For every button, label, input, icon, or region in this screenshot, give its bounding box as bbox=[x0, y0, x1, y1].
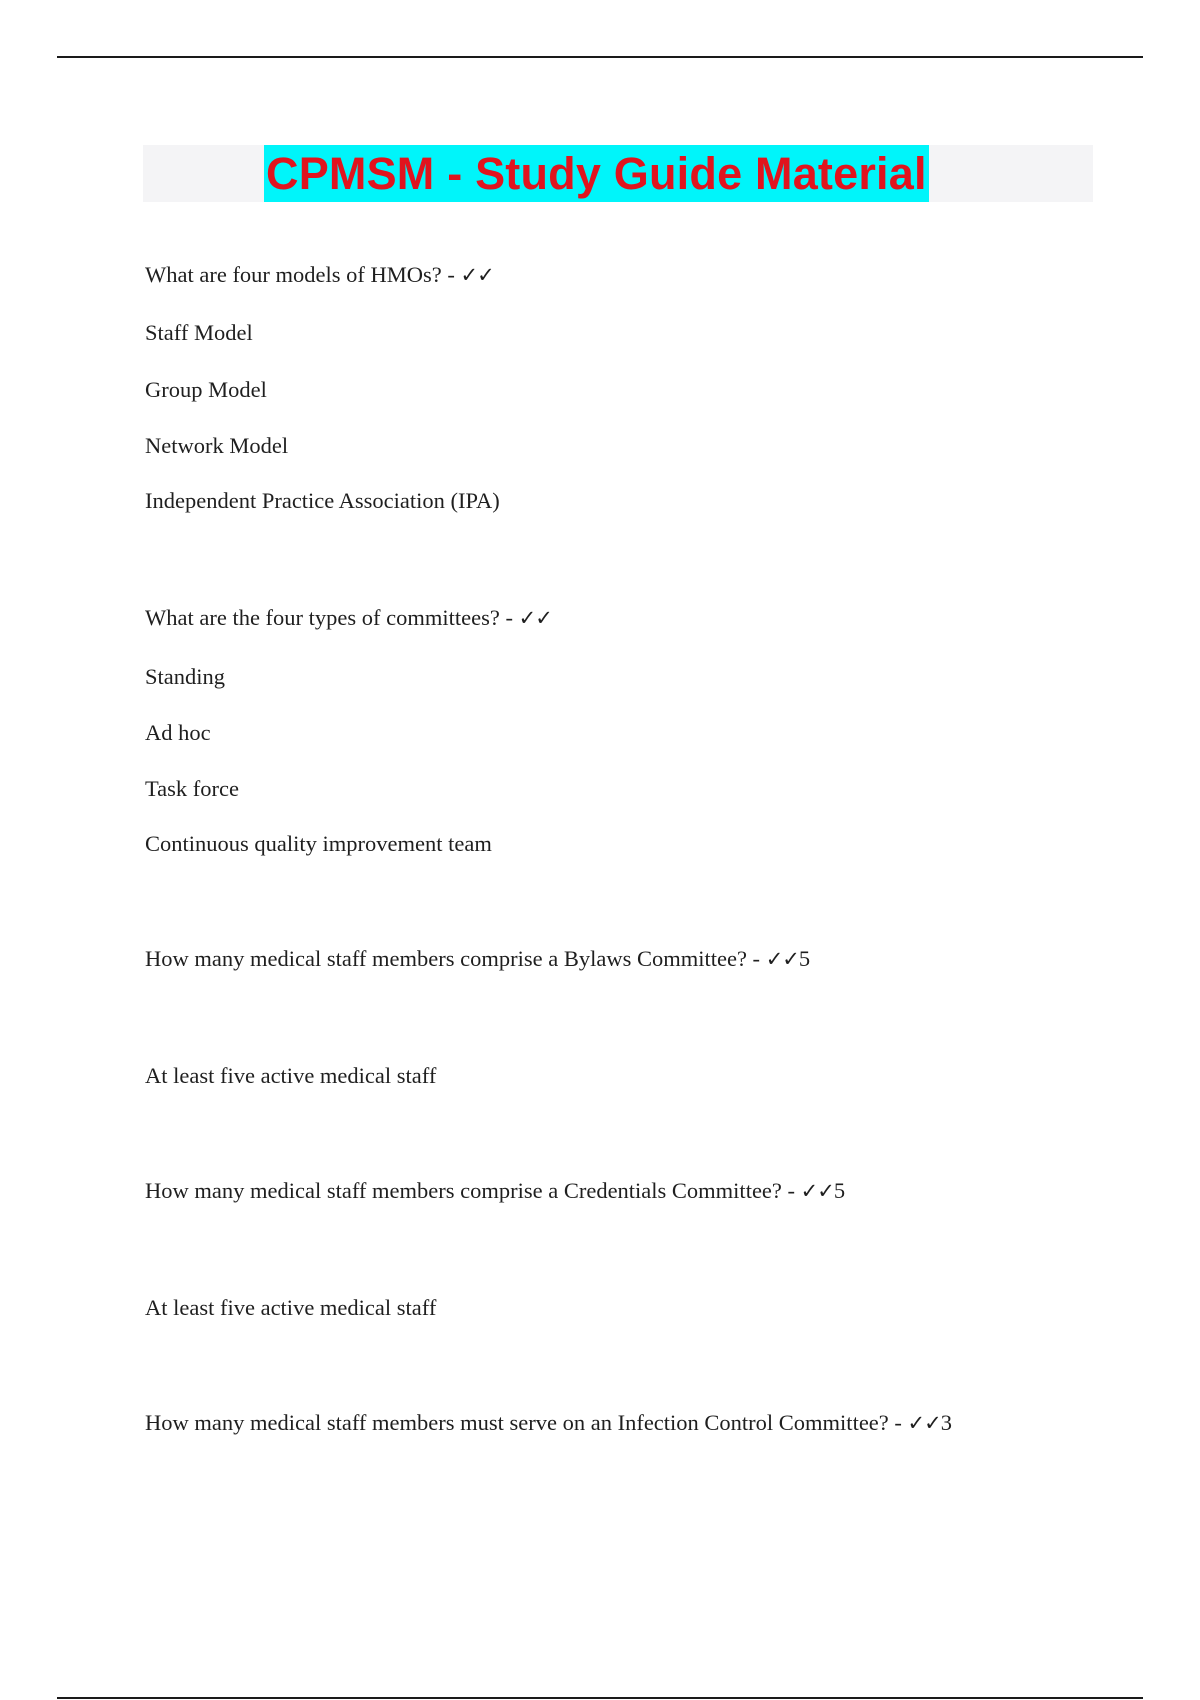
answer-inline: 5 bbox=[833, 1178, 846, 1203]
question-text: How many medical staff members comprise a Bylaws Committee? - bbox=[145, 946, 766, 971]
question-text: How many medical staff members must serve on an Infection Control Committee? - bbox=[145, 1410, 908, 1435]
check-icon: ✓✓ bbox=[800, 1179, 834, 1203]
answer-inline: 5 bbox=[798, 946, 811, 971]
answer-line: Staff Model bbox=[145, 320, 253, 345]
check-icon: ✓✓ bbox=[518, 606, 552, 630]
top-rule bbox=[57, 56, 1143, 58]
question-infection-control-committee bbox=[145, 1409, 952, 1437]
check-icon: ✓✓ bbox=[765, 947, 799, 971]
question-hmo-models bbox=[145, 261, 494, 289]
question-text: What are four models of HMOs? - bbox=[145, 262, 461, 287]
answer-line: At least five active medical staff bbox=[145, 1295, 437, 1320]
answer-line: Standing bbox=[145, 664, 226, 689]
answer-line: Independent Practice Association (IPA) bbox=[145, 488, 500, 513]
answer-line: Group Model bbox=[145, 377, 267, 402]
check-icon: ✓✓ bbox=[907, 1411, 941, 1435]
answer-inline: 3 bbox=[940, 1410, 952, 1435]
check-icon: ✓✓ bbox=[460, 263, 494, 287]
answer-line: Network Model bbox=[145, 433, 289, 458]
document-title: CPMSM - Study Guide Material bbox=[264, 145, 929, 202]
answer-line: Ad hoc bbox=[145, 720, 211, 745]
question-committee-types bbox=[145, 604, 552, 632]
question-credentials-committee bbox=[145, 1177, 845, 1205]
question-bylaws-committee bbox=[145, 945, 810, 973]
answer-line: Continuous quality improvement team bbox=[145, 831, 492, 856]
question-text: What are the four types of committees? - bbox=[145, 605, 519, 630]
answer-line: At least five active medical staff bbox=[145, 1063, 437, 1088]
answer-line: Task force bbox=[145, 776, 239, 801]
bottom-rule bbox=[57, 1697, 1143, 1699]
question-text: How many medical staff members comprise a Credentials Committee? - bbox=[145, 1178, 801, 1203]
